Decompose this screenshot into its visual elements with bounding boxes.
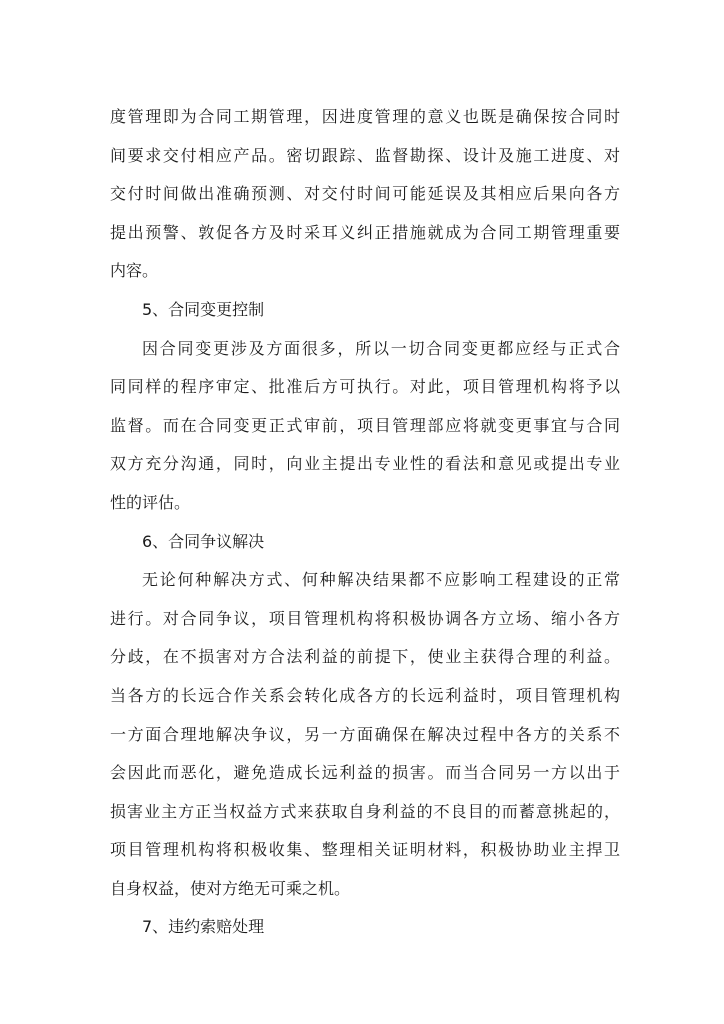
text-line: 间要求交付相应产品。密切跟踪、监督勘探、设计及施工进度、对 xyxy=(110,145,620,165)
text-line: 同同样的程序审定、批准后方可执行。对此，项目管理机构将予以 xyxy=(110,377,620,397)
text-line: 性的评估。 xyxy=(110,492,191,512)
text-line: 无论何种解决方式、何种解决结果都不应影响工程建设的正常 xyxy=(142,570,620,590)
text-line: 损害业主方正当权益方式来获取自身利益的不良目的而蓄意挑起的， xyxy=(110,801,620,821)
text-line: 内容。 xyxy=(110,261,159,281)
text-line: 项目管理机构将积极收集、整理相关证明材料，积极协助业主捍卫 xyxy=(110,840,620,860)
text-line: 当各方的长远合作关系会转化成各方的长远利益时，项目管理机构 xyxy=(110,685,620,705)
document-body xyxy=(110,102,620,951)
text-line: 进行。对合同争议，项目管理机构将积极协调各方立场、缩小各方 xyxy=(110,608,620,628)
text-line: 因合同变更涉及方面很多，所以一切合同变更都应经与正式合 xyxy=(142,338,620,358)
text-line: 监督。而在合同变更正式审前，项目管理部应将就变更事宜与合同 xyxy=(110,415,620,435)
text-line: 会因此而恶化，避免造成长远利益的损害。而当合同另一方以出于 xyxy=(110,763,620,783)
text-line: 分歧，在不损害对方合法利益的前提下，使业主获得合理的利益。 xyxy=(110,647,620,667)
text-line: 双方充分沟通，同时，向业主提出专业性的看法和意见或提出专业 xyxy=(110,454,620,474)
section-heading: 5、合同变更控制 xyxy=(142,299,265,319)
text-line: 提出预警、敦促各方及时采耳义纠正措施就成为合同工期管理重要 xyxy=(110,222,620,242)
section-heading: 7、违约索赔处理 xyxy=(142,917,265,937)
text-line: 度管理即为合同工期管理，因进度管理的意义也既是确保按合同时 xyxy=(110,107,620,126)
section-heading: 6、合同争议解决 xyxy=(142,531,265,551)
text-line: 自身权益，使对方绝无可乘之机。 xyxy=(110,878,351,898)
text-line: 一方面合理地解决争议，另一方面确保在解决过程中各方的关系不 xyxy=(110,724,620,744)
text-line: 交付时间做出准确预测、对交付时间可能延误及其相应后果向各方 xyxy=(110,184,620,204)
